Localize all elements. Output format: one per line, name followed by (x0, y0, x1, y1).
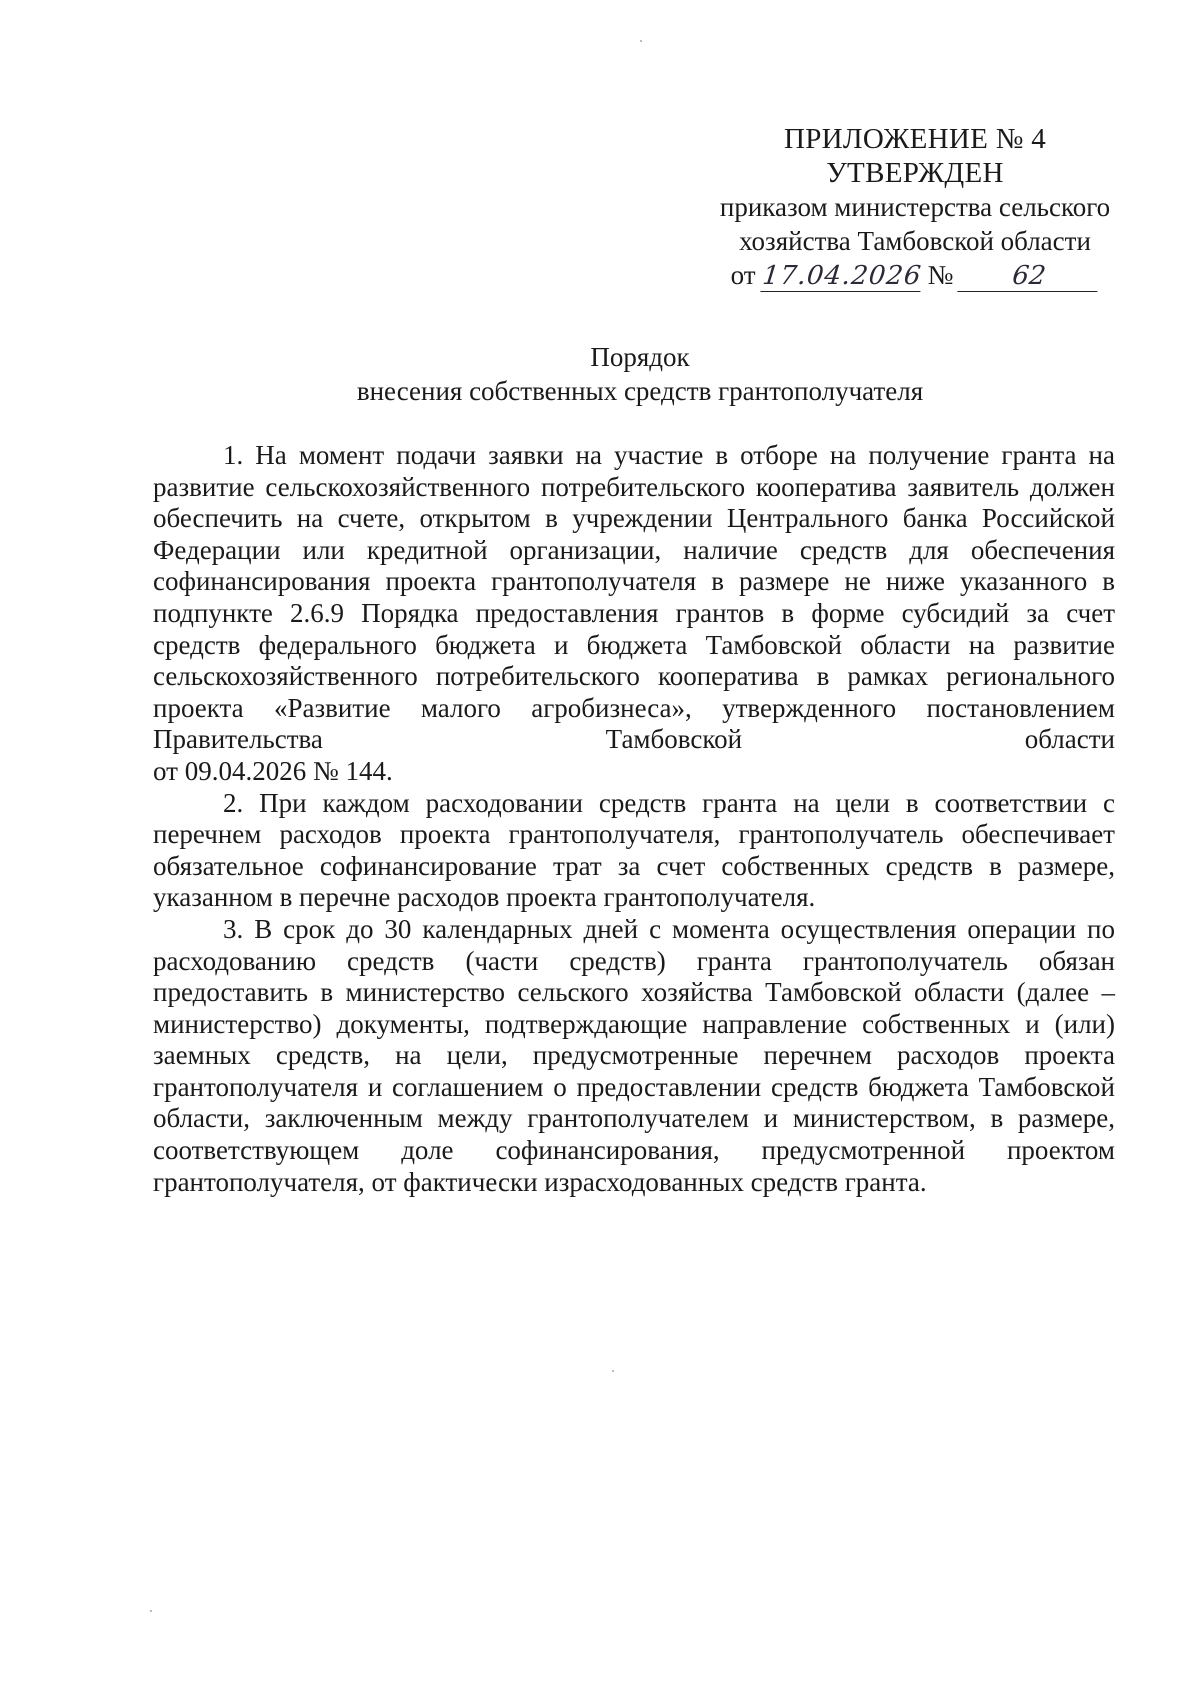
document-subtitle: внесения собственных средств грантополучателя (356, 376, 924, 406)
document-body (153, 440, 1115, 1198)
paragraph-2: 2. При каждом расходовании средств гранта на цели в соответствии с перечнем расходов проекта грантополучателя, грантополучатель обеспечивает обязательное софинансирование трат за счет собственных средств в размере, указанном в перечне расходов проекта грантополучателя. (153, 787, 1115, 913)
approved-label: УТВЕРЖДЕН (826, 157, 1004, 189)
scan-speck (150, 1610, 152, 1612)
appendix-number: ПРИЛОЖЕНИЕ № 4 (783, 123, 1047, 155)
date-prefix: от (730, 260, 756, 290)
scan-speck (640, 40, 642, 42)
number-prefix: № (927, 260, 954, 290)
paragraph-1-continuation: от 09.04.2026 № 144. (153, 755, 393, 786)
paragraph-1: 1. На момент подачи заявки на участие в отборе на получение гранта на развитие сельскохозяйственного потребительского кооператива заявитель должен обеспечить на счете, открытом в учреждении Центрального банка Российской Федерации или кредитной организации, наличие средств для обеспечения софинансирования проекта грантополучателя в размере не ниже указанного в подпункте 2.6.9 Порядка предоставления грантов в форме субсидий за счет средств федерального бюджета и бюджета Тамбовской области на развитие сельскохозяйственного потребительского кооператива в рамках регионального проекта «Развитие малого агробизнеса», утвержденного постановлением Правительства Тамбовской области (153, 440, 1115, 755)
approval-stamp-block (700, 122, 1130, 292)
paragraph-3: 3. В срок до 30 календарных дней с момента осуществления операции по расходованию средств (части средств) гранта грантополучатель обязан предоставить в министерство сельского хозяйства Тамбовской области (далее – министерство) документы, подтверждающие направление собственных и (или) заемных средств, на цели, предусмотренные перечнем расходов проекта грантополучателя и соглашением о предоставлении средств бюджета Тамбовской области, заключенным между грантополучателем и министерством, в размере, соответствующем доле софинансирования, предусмотренной проектом грантополучателя, от фактически израсходованных средств гранта. (153, 913, 1115, 1197)
approved-by-line-2: хозяйства Тамбовской области (739, 226, 1091, 256)
approved-by-line: приказом министерства сельского (719, 192, 1111, 222)
scan-speck (612, 1370, 614, 1372)
handwritten-date: 17.04.2026 (760, 261, 923, 291)
document-title: Порядок (590, 342, 690, 372)
order-date-number-line (700, 258, 1130, 292)
handwritten-number: 62 (958, 261, 1101, 292)
